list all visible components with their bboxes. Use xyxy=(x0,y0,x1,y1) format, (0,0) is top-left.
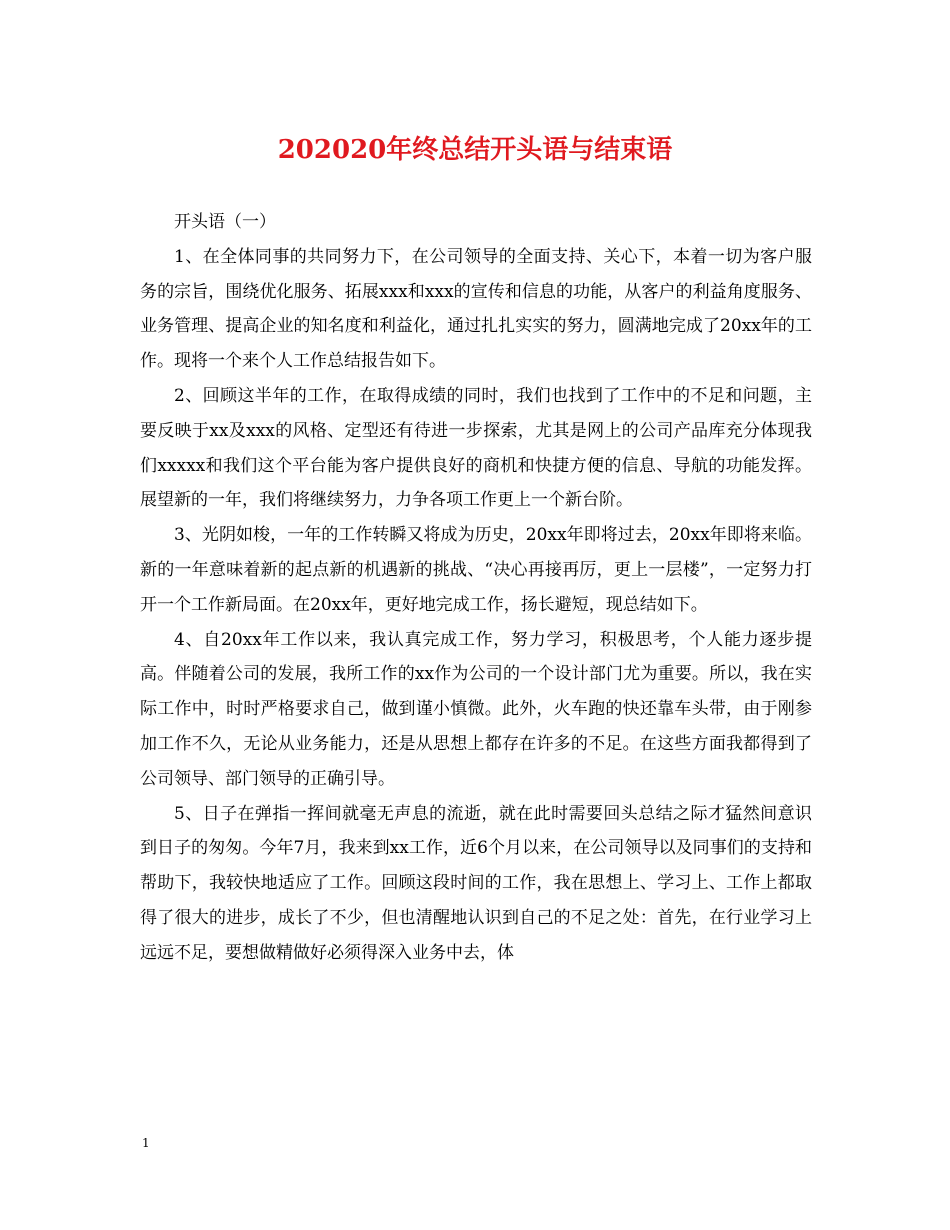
section-heading: 开头语（一） xyxy=(174,212,276,232)
paragraph-5: 5、日子在弹指一挥间就毫无声息的流逝，就在此时需要回头总结之际才猛然间意识到日子的匆匆。今年7月，我来到xx工作，近6个月以来，在公司领导以及同事们的支持和帮助下，我较快地适应了工作。回顾这段时间的工作，我在思想上、学习上、工作上都取得了很大的进步，成长了不少，但也清醒地认识到自己的不足之处：首先，在行业学习上远远不足，要想做精做好必须得深入业务中去，体 xyxy=(140,803,812,963)
page-number: 1 xyxy=(142,1136,150,1150)
paragraph-4: 4、自20xx年工作以来，我认真完成工作，努力学习，积极思考，个人能力逐步提高。伴随着公司的发展，我所工作的xx作为公司的一个设计部门尤为重要。所以，我在实际工作中，时时严格要求自己，做到谨小慎微。此外，火车跑的快还靠车头带，由于刚参加工作不久，无论从业务能力，还是从思想上都存在许多的不足。在这些方面我都得到了公司领导、部门领导的正确引导。 xyxy=(140,629,812,789)
paragraph-2: 2、回顾这半年的工作，在取得成绩的同时，我们也找到了工作中的不足和问题，主要反映于xx及xxx的风格、定型还有待进一步探索，尤其是网上的公司产品库充分体现我们xxxxx和我们这个平台能为客户提供良好的商机和快捷方便的信息、导航的功能发挥。展望新的一年，我们将继续努力，力争各项工作更上一个新台阶。 xyxy=(140,385,812,511)
paragraph-1: 1、在全体同事的共同努力下，在公司领导的全面支持、关心下，本着一切为客户服务的宗旨，围绕优化服务、拓展xxx和xxx的宣传和信息的功能，从客户的利益角度服务、业务管理、提高企业的知名度和利益化，通过扎扎实实的努力，圆满地完成了20xx年的工作。现将一个来个人工作总结报告如下。 xyxy=(140,246,812,372)
document-title: 202020年终总结开头语与结束语 xyxy=(277,135,673,165)
document-body xyxy=(140,205,812,971)
paragraph-3: 3、光阴如梭，一年的工作转瞬又将成为历史，20xx年即将过去，20xx年即将来临。新的一年意味着新的起点新的机遇新的挑战、“决心再接再厉，更上一层楼”，一定努力打开一个工作新局面。在20xx年，更好地完成工作，扬长避短，现总结如下。 xyxy=(140,525,812,615)
